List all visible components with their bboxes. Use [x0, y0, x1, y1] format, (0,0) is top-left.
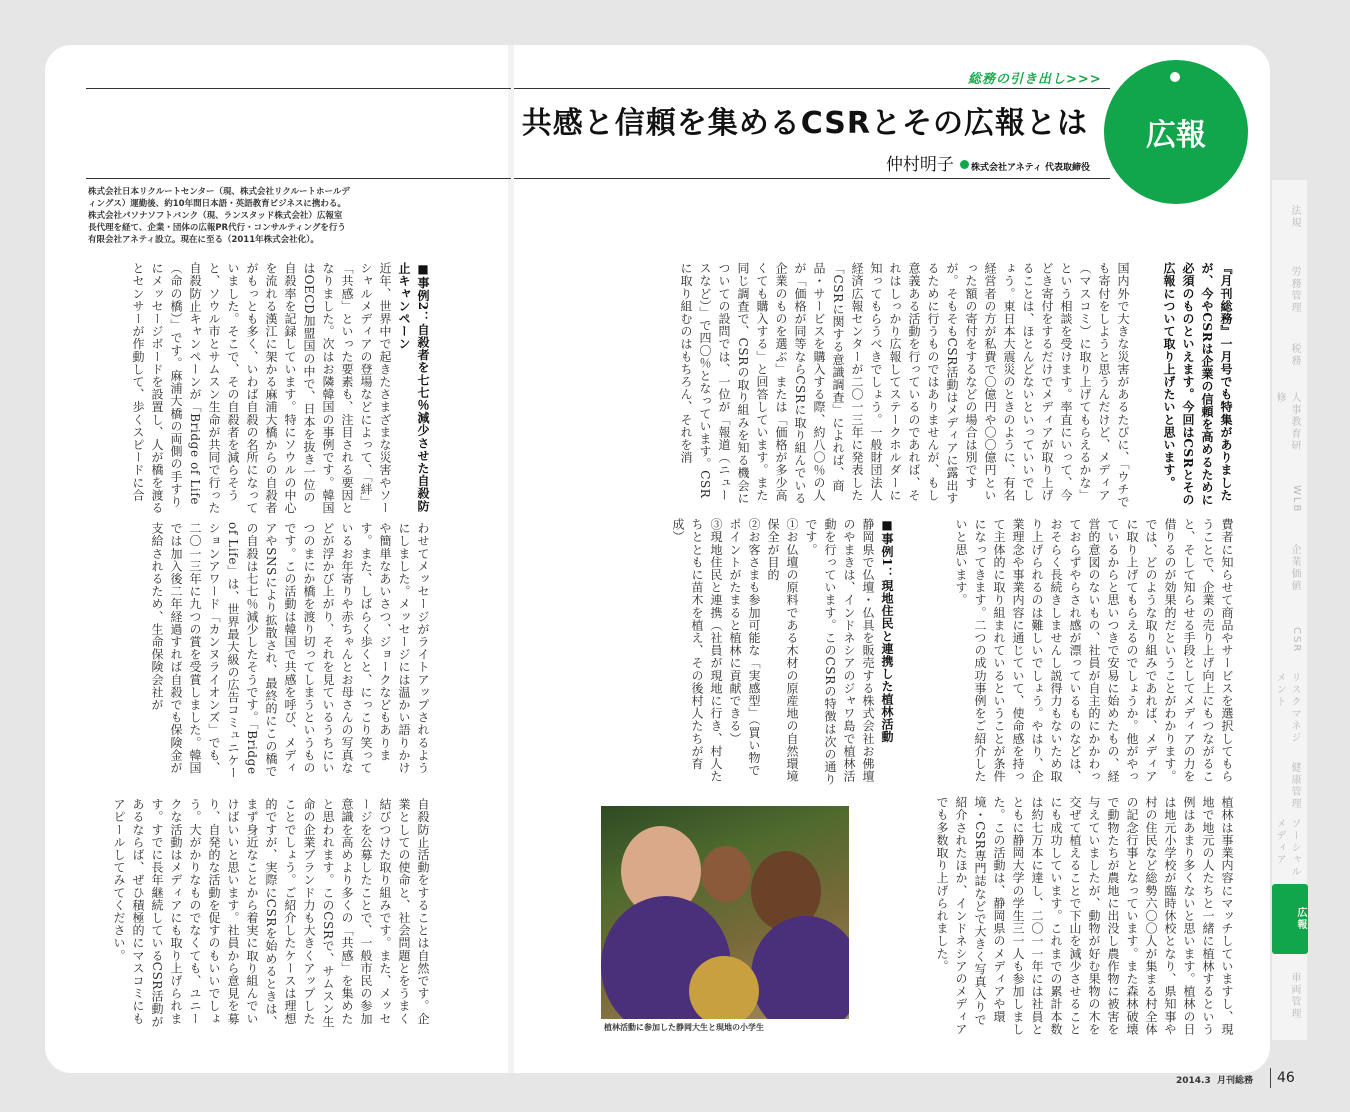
case1-point: ②お客さまも参加可能な「実感型」（買い物でポイントがたまると植林に貢献できる） [728, 518, 761, 777]
photo-caption: 植林活動に参加した静岡大生と現地の小学生 [604, 1023, 764, 1032]
side-tab[interactable]: WLB [1291, 484, 1302, 514]
photo-figure [701, 846, 751, 902]
planting-photo [601, 806, 849, 1019]
body-column-4: 近年、世界中で起きたさまざまな災害やソーシャルメディアの登場などによって、「絆」「共感」といった要素も、注目される要因となりました。次はお隣韓国の事例です。韓国はOECD加盟国の中で、日本を抜き一位の自殺率を記録しています。特にソウルの中心を流れる漢江に架かる麻浦大橋からの自殺者がもっとも多く、いわば自殺の名所になっていました。そこで、その自殺者を減らそうと、ソウル市とサムスン生命が共同で行った自殺防止キャンペーンが「Bridge of Life（命の橋）」です。麻浦大橋の両側の手すりにメッセージボードを設置し、人が橋を渡るとセンサーが作動して、歩くスピードに合 [131, 262, 392, 514]
side-tab[interactable]: ソーシャルメディア [1274, 818, 1300, 878]
issue-date: 2014.3 [1176, 1076, 1211, 1086]
side-tab[interactable]: 労務管理 [1289, 265, 1300, 314]
case1-point: ①お仏壇の原料である木材の原産地の自然環境保全が目的 [766, 518, 799, 783]
body-column-2: 費者に知らせて商品やサービスを選択してもらうことで、企業の売り上げ向上にもつながること、そして知らせる手段としてメディアの力を借りるのが効果的だということがわかります。では、どのような取り組みであれば、メディアに取り上げてもらえるのでしょうか。他がやっているからと思いつきで安易に始めたもの、経営的意図のないもの、社員が自主的にかかわっておらずやらされ感が漂っているものなどは、おそらく長続きしませんし説得力もないため取り上げられるのは難しいでしょう。やはり、企業理念や事業内容に通じていて、使命感を持って主体的に取り組まれているということが条件になってきます。二つの成功事例をご紹介したいと思います。 [954, 518, 1234, 783]
header-rule-top-left [86, 88, 511, 89]
author-affiliation: 株式会社アネティ 代表取締役 [970, 163, 1090, 173]
photo-figure [689, 956, 759, 1019]
author-line [860, 150, 1090, 175]
side-tab[interactable]: 人事教育研修 [1274, 392, 1300, 452]
magazine-name: 月刊総務 [1217, 1076, 1254, 1086]
side-tab[interactable]: 税務 [1289, 343, 1300, 367]
badge-dot-icon [1170, 72, 1180, 82]
green-dot-icon [960, 160, 969, 169]
header-rule-bottom-left [86, 178, 511, 179]
side-tab[interactable]: 車両管理 [1289, 972, 1300, 1020]
side-tab-active[interactable]: 広報 [1272, 884, 1308, 954]
category-label: 広報 [1146, 118, 1206, 153]
case1-point: ③現地住民と連携（社員が現地に行き、村人たちとともに苗木を植え、その後村人たちが育成） [671, 518, 723, 783]
case1-block [598, 518, 896, 788]
case2-heading: ■事例2：自殺者を七七％減少させた自殺防止キャンペーン [397, 262, 430, 513]
side-tab[interactable]: 法規 [1289, 205, 1300, 229]
photo-figure [751, 916, 849, 1019]
side-tab[interactable]: 健康管理 [1289, 762, 1300, 810]
series-label: 総務の引き出し>>> [968, 72, 1102, 87]
side-tab[interactable]: 企業価値 [1289, 543, 1300, 592]
header-rule-top-right [514, 88, 1110, 89]
side-tab[interactable]: CSR [1291, 626, 1302, 654]
side-tab[interactable]: リスクマネジメント [1274, 672, 1300, 744]
article-title: 共感と信頼を集めるCSRとその広報とは [521, 106, 1088, 141]
body-column-6: 自殺防止活動をすることは自然です。企業としての使命と、社会問題とをうまく結びつけた取り組みです。また、メッセージを公募したことで、一般市民の参加意識を高めより多くの「共感」を集めたと思われます。このCSRで、サムスン生命の企業ブランド力も大きくアップしたことでしょう。ご紹介したケースは理想的ですが、実際にCSRを始めるときは、まず身近なことから着実に取り組んでいけばいいと思います。社員から意見を募り、自発的な活動を促すのもいいでしょう。大がかりなものでなくても、ユニークな活動はメディアにも取り上げられます。すでに長年継続しているCSR活動があるならば、ぜひ積極的にマスコミにもアピールしてみてください。 [112, 798, 430, 1028]
author-bio: 株式会社日本リクルートセンター（現、株式会社リクルートホールディングス）運勤後、約10年間日本語・英語教育ビジネスに携わる。株式会社パソナソフトバンク（現、ランスタッド株式会社）広報室長代理を経て、企業・団体の広報PR代行・コンサルティングを行う有限会社アネティ設立。現在に至る（2011年株式会社化）。 [88, 187, 350, 245]
body-column-3: 植林は事業内容にマッチしていますし、現地で地元の人たちと一緒に植林するという例はあまり多くないと思います。植林の日は地元小学校が臨時休校となり、県知事や村の住民など総勢六〇〇人が集まる村全体の記念行事となっています。また森林破壊で動物たちが農地に出没し農作物に被害を与えていましたが、動物が好む果物の木を交ぜて植えることで下山を減少させることにも成功しています。これまでの累計本数は約七万本に達し、二〇一一年には社員とともに静岡大学の学生三一人も参加しました。この活動は、静岡県のメディアや環境・CSR専門誌などで大きく写真入りで紹介されたほか、インドネシアのメディアでも多数取り上げられました。 [935, 796, 1234, 1036]
body-column-5: わせてメッセージがライトアップされるようにしました。メッセージには温かい語りかけや簡単なあいさつ、ジョークなどもあります。また、しばらく歩くと、にっこり笑っているお年寄りや赤ちゃんとお母さんの写真などが浮かび上がり、それを見ているうちにいつのまにか橋を渡り切ってしまうというものです。この活動は韓国で共感を呼び、メディアやSNSにより拡散され、最終的にこの橋での自殺は七七％減少したそうです。「Bridge of Life」は、世界最大級の広告コミュニケーションアワード「カンヌライオンズ」でも、二〇一三年に九つの賞を受賞しました。韓国では加入後二年経過すれば自殺でも保険金が支給されるため、生命保険会社が [150, 522, 430, 780]
body-column-1: 国内外で大きな災害があるたびに、「ウチでも寄付をしようと思うんだけど、メディア（マスコミ）に取り上げてもらえるかな」という相談を受けます。率直にいって、今どき寄付をするだけでメディアが取り上げることは、ほとんどないといっていいでしょう。東日本大震災のときのように、有名経営者の方が私費で〇億円や〇〇億円といった額の寄付をするなどの場合は別ですが。そもそもCSR活動はメディアに露出するために行うものではありませんが、もし意義ある活動を行っているのであれば、それはしっかり広報してステークホルダーに知ってもらうべきでしょう。一般財団法人経済広報センターが二〇一三年に発表した「CSRに関する意識調査」によれば、商品・サービスを購入する際、約八〇％の人が「価格が同等ならCSRに取り組んでいる企業のものを選ぶ」または「価格が多少高くても購入する」と回答しています。また同じ調査で、CSRの取り組みを知る機会についての設問では、一位が「報道（ニュースなど）」で四〇％となっています。CSRに取り組むのはもちろん、それを消 [679, 262, 1130, 508]
author-name: 仲村明子 [885, 155, 954, 175]
case2-block [82, 262, 432, 514]
page-gutter [508, 45, 514, 1073]
case1-body: 静岡県で仏壇・仏具を販売する株式会社お佛壇のやまきは、インドネシアのジャワ島で植林活動を行っています。このCSRの特徴は次の通りです。 [804, 518, 875, 786]
page-number: 46 [1270, 1068, 1295, 1088]
page-footer [1176, 1073, 1253, 1086]
article-lead: 『月刊総務』一月号でも特集がありましたが、今やCSRは企業の信頼を高めるために必須のものといえます。今回はCSRとその広報について取り上げたいと思います。 [1162, 262, 1233, 507]
header-rule-bottom-right [514, 178, 1110, 179]
case1-heading: ■事例1：現地住民と連携した植林活動 [880, 518, 894, 744]
